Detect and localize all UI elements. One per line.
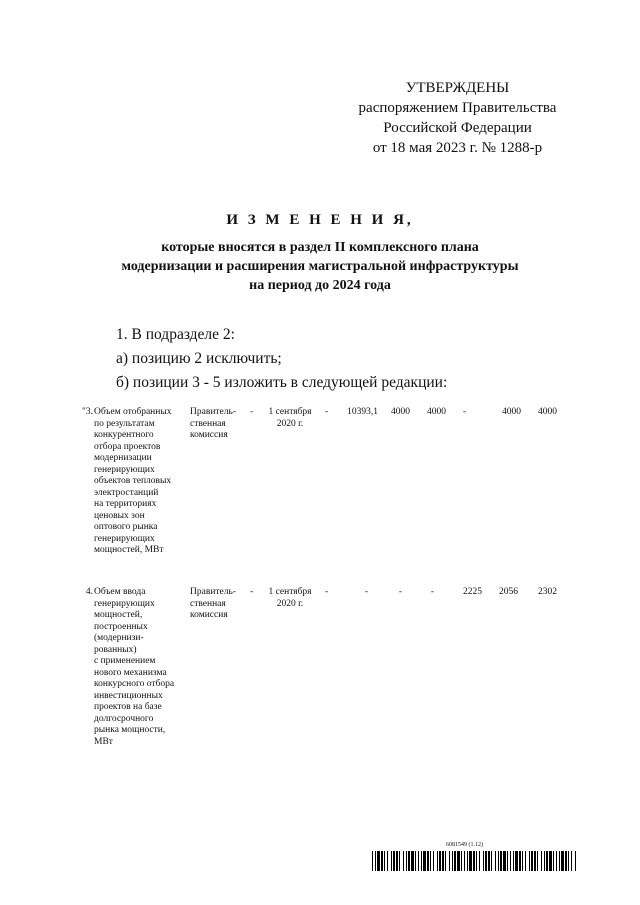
row-value-5: 2225: [463, 587, 482, 597]
row-indicator: Объем ввода генерирующих мощностей, построенных (модернизи- рованных) с применением нового механизма конкурсного отбора инвестиционных проектов на базе долгосрочного рынка мощности, МВт: [94, 587, 175, 747]
row-value-4: 4000: [427, 407, 446, 417]
row-value-2: 10393,1: [347, 407, 378, 417]
row-responsible: Правитель- ственная комиссия: [190, 587, 237, 620]
row-dash: -: [250, 407, 254, 417]
row-responsible: Правитель- ственная комиссия: [190, 407, 237, 440]
row-value-1: -: [325, 587, 329, 597]
row-value-4: -: [430, 587, 434, 597]
paragraph-1: 1. В подразделе 2:: [116, 326, 235, 343]
row-value-7: 2302: [538, 587, 557, 597]
subtitle-line-1: которые вносятся в раздел II комплексного плана: [161, 240, 479, 255]
row-value-6: 4000: [502, 407, 521, 417]
row-value-5: -: [463, 407, 467, 417]
paragraph-b: б) позиции 3 - 5 изложить в следующей редакции:: [116, 374, 448, 391]
row-dash: -: [250, 587, 254, 597]
paragraph-a: а) позицию 2 исключить;: [116, 350, 282, 367]
row-value-7: 4000: [538, 407, 557, 417]
barcode-image: [372, 851, 577, 871]
row-value-6: 2056: [499, 587, 518, 597]
subtitle-line-2: модернизации и расширения магистральной инфраструктуры: [121, 259, 519, 274]
row-number: "3.: [81, 407, 93, 417]
document-subtitle: [70, 238, 570, 295]
approval-order-line: распоряжением Правительства: [358, 100, 557, 116]
subtitle-line-3: на период до 2024 года: [249, 278, 391, 293]
row-deadline: 1 сентября 2020 г.: [268, 587, 312, 609]
approval-block: [330, 78, 585, 158]
row-value-3: -: [398, 587, 402, 597]
row-indicator: Объем отобранных по результатам конкурентного отбора проектов модернизации генерирующих объектов тепловых электростанций на территориях ценовых зон оптового рынка генерирующих мощностей, МВт: [94, 407, 172, 555]
row-value-2: -: [364, 587, 368, 597]
row-number: 4.: [85, 587, 93, 597]
approval-authority-line: Российской Федерации: [383, 120, 532, 136]
row-deadline: 1 сентября 2020 г.: [268, 407, 312, 429]
row-value-3: 4000: [391, 407, 410, 417]
document-serial: 6081549 (1.12): [446, 842, 483, 848]
approval-heading: УТВЕРЖДЕНЫ: [405, 80, 510, 96]
document-title: И З М Е Н Е Н И Я,: [226, 212, 414, 228]
approval-date-number: от 18 мая 2023 г. № 1288-р: [372, 140, 543, 156]
row-value-1: -: [325, 407, 329, 417]
